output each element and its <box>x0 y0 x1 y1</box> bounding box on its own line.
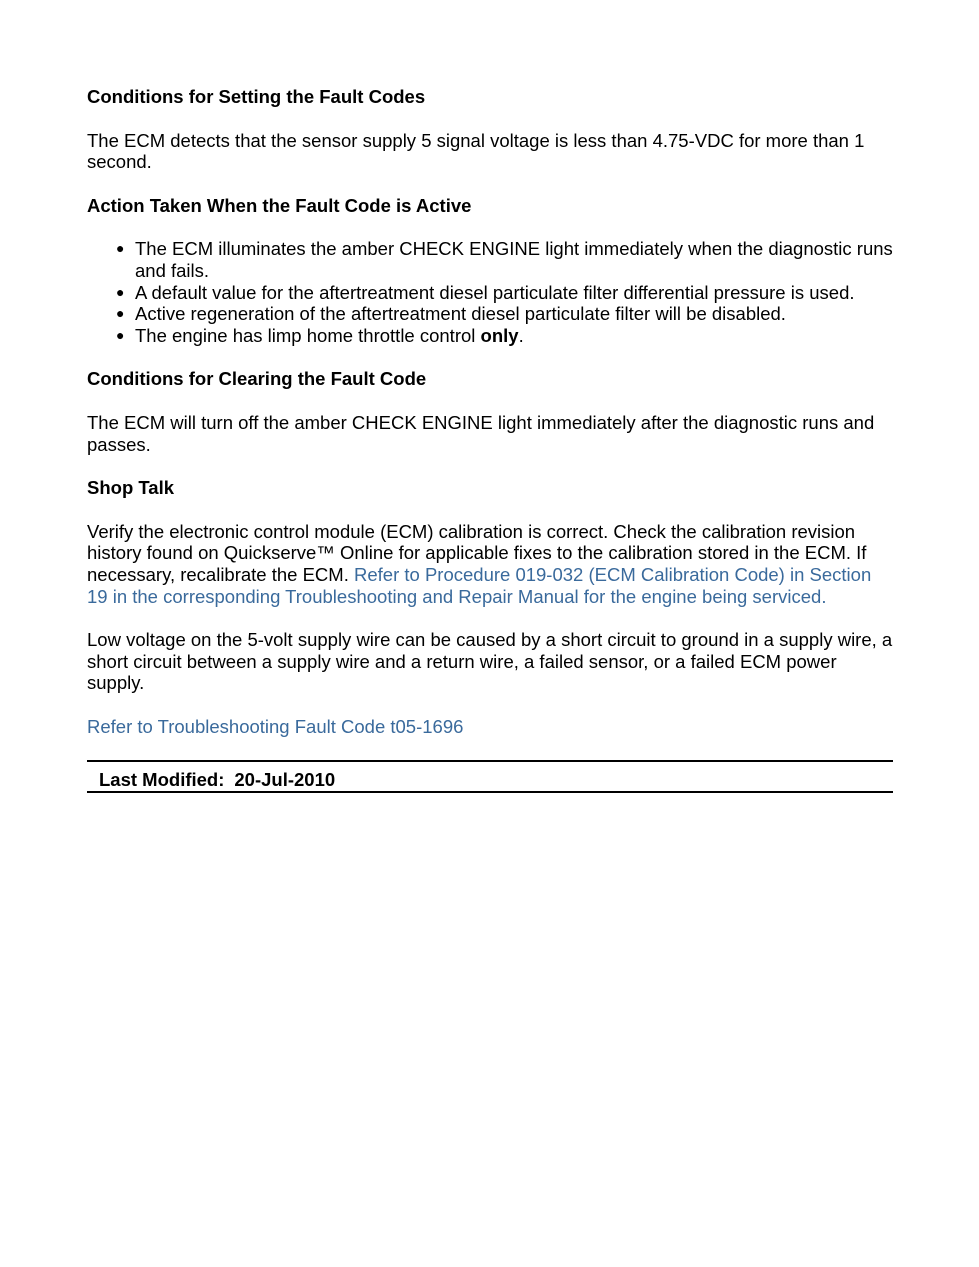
heading-setting-conditions: Conditions for Setting the Fault Codes <box>87 86 426 107</box>
clearing-conditions-text: The ECM will turn off the amber CHECK ENGINE light immediately after the diagnostic runs and passes. <box>87 411 875 455</box>
list-item: ● The ECM illuminates the amber CHECK ENGINE light immediately when the diagnostic runs and fails. <box>116 238 893 281</box>
fault-code-t05-1696-link[interactable]: Refer to Troubleshooting Fault Code t05-1696 <box>87 715 464 737</box>
troubleshooting-link-line <box>87 716 893 738</box>
action-list <box>87 238 893 346</box>
setting-conditions-text: The ECM detects that the sensor supply 5 signal voltage is less than 4.75-VDC for more than 1 second. <box>87 129 865 173</box>
list-item: ● Active regeneration of the aftertreatment diesel particulate filter will be disabled. <box>116 303 786 325</box>
bullet-icon: ● <box>116 305 125 322</box>
low-voltage-paragraph: Low voltage on the 5-volt supply wire can be caused by a short circuit to ground in a supply wire, a short circuit between a supply wire and a return wire, a failed sensor, or a failed ECM power supply. <box>87 629 893 694</box>
list-item: ● The engine has limp home throttle control only. <box>116 324 524 346</box>
bullet-icon: ● <box>116 283 125 300</box>
procedure-019-032-link[interactable]: Refer to Procedure 019-032 (ECM Calibration Code) in Section 19 in the corresponding Troubleshooting and Repair Manual for the engine being serviced. <box>87 563 872 607</box>
document-content <box>87 86 893 793</box>
heading-shop-talk: Shop Talk <box>87 477 175 499</box>
heading-clearing-conditions: Conditions for Clearing the Fault Code <box>87 368 427 390</box>
list-item: ● A default value for the aftertreatment diesel particulate filter differential pressure is used. <box>116 281 855 303</box>
heading-action-taken: Action Taken When the Fault Code is Active <box>87 194 472 216</box>
last-modified-bar <box>87 760 893 793</box>
last-modified-date: 20-Jul-2010 <box>234 769 336 791</box>
shop-talk-paragraph: Verify the electronic control module (ECM) calibration is correct. Check the calibration revision history found on Quickserve™ Online for applicable fixes to the calibration stored in the ECM. If necessary, recalibrate the ECM. Refer to Procedure 019-032 (ECM Calibration Code) in Section 19 in the corresponding Troubleshooting and Repair Manual for the engine being serviced. <box>87 520 872 607</box>
bullet-icon: ● <box>116 240 125 257</box>
bullet-icon: ● <box>116 326 125 343</box>
last-modified-label: Last Modified: <box>99 769 225 791</box>
emphasis-only: only <box>480 324 519 346</box>
